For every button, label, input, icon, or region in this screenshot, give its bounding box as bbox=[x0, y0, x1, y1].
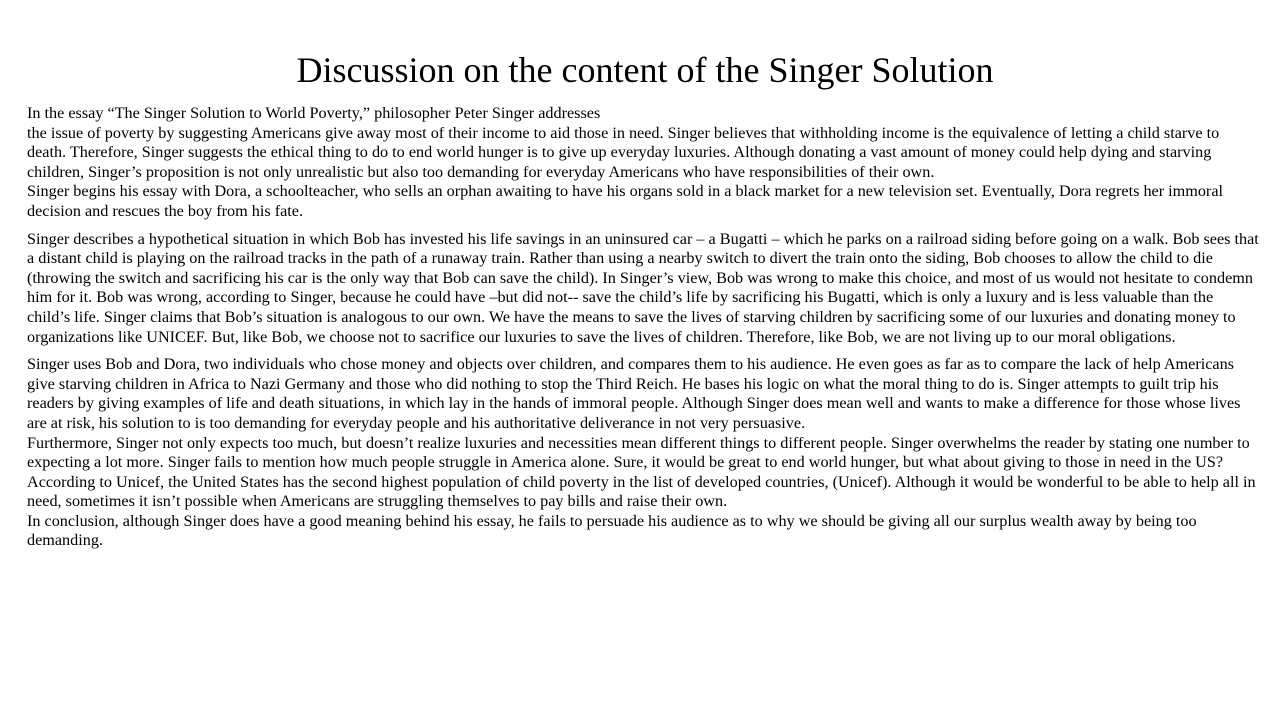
paragraph-dora: Singer begins his essay with Dora, a schoolteacher, who sells an orphan awaiting to have his organs sold in a black market for a new television set. Eventually, Dora regrets her immoral decision and rescues the boy from his fate. bbox=[27, 182, 1224, 220]
paragraph-intro: In the essay “The Singer Solution to World Poverty,” philosopher Peter Singer addresses bbox=[27, 104, 601, 122]
slide-body-text bbox=[27, 104, 1259, 551]
paragraph-bob: Singer describes a hypothetical situation in which Bob has invested his life savings in an uninsured car – a Bugatti – which he parks on a railroad siding before going on a walk. Bob sees that a distant child is playing on the railroad tracks in the path of a runaway train. Rather than using a nearby switch to divert the train onto the siding, Bob chooses to allow the child to die (throwing the switch and sacrificing his car is the only way that Bob can save the child). In Singer’s view, Bob was wrong to make this choice, and most of us would not hesitate to condemn him for it. Bob was wrong, according to Singer, because he could have –but did not-- save the child’s life by sacrificing his Bugatti, which is only a luxury and is less valuable than the child’s life. Singer claims that Bob’s situation is analogous to our own. We have the means to save the lives of starving children by sacrificing some of our luxuries and donating money to organizations like UNICEF. But, like Bob, we choose not to sacrifice our luxuries to save the lives of children. Therefore, like Bob, we are not living up to our moral obligations. bbox=[27, 229, 1259, 346]
paragraph-thesis: the issue of poverty by suggesting Americans give away most of their income to aid those in need. Singer believes that withholding income is the equivalence of letting a child starve to death. Therefore, Singer suggests the ethical thing to do to end world hunger is to give up everyday luxuries. Although donating a vast amount of money could help dying and starving children, Singer’s proposition is not only unrealistic but also too demanding for everyday Americans who have responsibilities of their own. bbox=[27, 123, 1220, 181]
paragraph-comparison: Singer uses Bob and Dora, two individuals who chose money and objects over children, and compares them to his audience. He even goes as far as to compare the lack of help Americans give starving children in Africa to Nazi Germany and those who did nothing to stop the Third Reich. He bases his logic on what the moral thing to do is. Singer attempts to guilt trip his readers by giving examples of life and death situations, in which lay in the hands of immoral people. Although Singer does mean well and wants to make a difference for those whose lives are at risk, his solution to is too demanding for everyday people and his authoritative deliverance in not very persuasive. bbox=[27, 355, 1241, 432]
paragraph-furthermore: Furthermore, Singer not only expects too much, but doesn’t realize luxuries and necessities mean different things to different people. Singer overwhelms the reader by stating one number to expecting a lot more. Singer fails to mention how much people struggle in America alone. Sure, it would be great to end world hunger, but what about giving to those in need in the US? According to Unicef, the United States has the second highest population of child poverty in the list of developed countries, (Unicef). Although it would be wonderful to be able to help all in need, sometimes it isn’t possible when Americans are struggling themselves to pay bills and raise their own. bbox=[27, 433, 1256, 511]
paragraph-conclusion: In conclusion, although Singer does have a good meaning behind his essay, he fails to persuade his audience as to why we should be giving all our surplus wealth away by being too demanding. bbox=[27, 511, 1197, 550]
slide-title: Discussion on the content of the Singer Solution bbox=[296, 50, 994, 90]
